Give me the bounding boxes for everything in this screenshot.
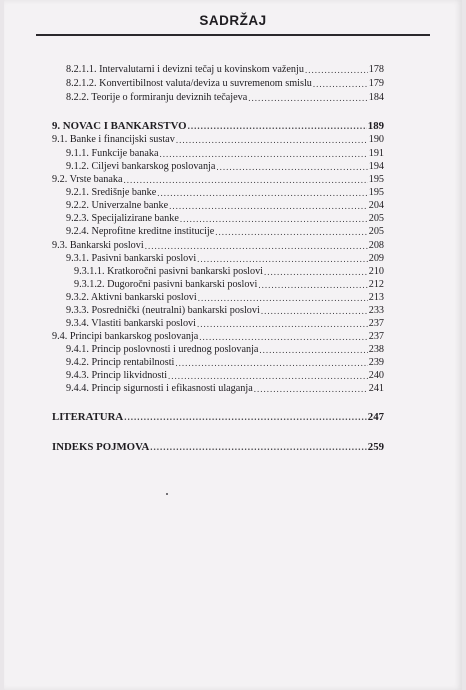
leader-dots xyxy=(215,226,367,238)
toc-entry-label: 9.3. Bankarski poslovi xyxy=(52,240,144,251)
leader-dots xyxy=(216,161,367,173)
toc-entry-page: 237 xyxy=(368,331,384,342)
toc-entry-label: 9.2.4. Neprofitne kreditne institucije xyxy=(66,226,215,237)
toc-entry-page: 237 xyxy=(368,318,384,329)
toc-entry-9-2-1 xyxy=(66,186,384,199)
toc-entry-8-2-1-1 xyxy=(66,63,384,76)
toc-entry-9-4 xyxy=(52,330,384,343)
leader-dots xyxy=(305,64,368,76)
toc-entry-label: 9.3.1.1. Kratkoročni pasivni bankarski poslovi xyxy=(74,266,264,277)
toc-entry-literatura xyxy=(52,410,384,423)
toc-entry-label: 9.4.2. Princip rentabilnosti xyxy=(66,357,175,368)
toc-entry-page: 191 xyxy=(368,148,384,159)
toc-entry-9-1 xyxy=(52,133,384,146)
toc-entry-label: 9.2. Vrste banaka xyxy=(52,174,123,185)
leader-dots xyxy=(261,305,368,317)
header-rule xyxy=(36,34,430,36)
leader-dots xyxy=(259,344,367,356)
toc-entry-page: 209 xyxy=(368,253,384,264)
toc-entry-label: 9.1.1. Funkcije banaka xyxy=(66,148,159,159)
toc-entry-9-3-3 xyxy=(66,304,384,317)
toc-entry-9-2 xyxy=(52,173,384,186)
toc-entry-page: 204 xyxy=(368,200,384,211)
toc-entry-page: 205 xyxy=(368,213,384,224)
toc-entry-9-3-1-1 xyxy=(74,265,384,278)
toc-entry-8-2-2 xyxy=(66,91,384,104)
leader-dots xyxy=(180,213,368,225)
toc-entry-label: 9.2.3. Specijalizirane banke xyxy=(66,213,179,224)
toc-entry-label: 9.4.1. Princip poslovnosti i urednog poslovanja xyxy=(66,344,259,355)
toc-entry-page: 195 xyxy=(368,187,384,198)
toc-entry-page: 208 xyxy=(368,240,384,251)
toc-entry-9 xyxy=(52,119,384,132)
toc-entry-label: 9.3.3. Posrednički (neutralni) bankarski poslovi xyxy=(66,305,260,316)
toc-entry-page: 210 xyxy=(368,266,384,277)
toc-entry-9-3-4 xyxy=(66,317,384,330)
toc-entry-label: 9.2.2. Univerzalne banke xyxy=(66,200,169,211)
leader-dots xyxy=(313,78,368,90)
toc-entry-page: 247 xyxy=(367,411,384,423)
leader-dots xyxy=(124,411,367,423)
leader-dots xyxy=(198,292,368,304)
toc-entry-page: 195 xyxy=(368,174,384,185)
toc-entry-page: 233 xyxy=(368,305,384,316)
leader-dots xyxy=(175,357,367,369)
paper-speck xyxy=(166,493,168,495)
leader-dots xyxy=(264,266,368,278)
page-title: SADRŽAJ xyxy=(199,13,267,28)
toc-entry-label: 8.2.1.2. Konvertibilnost valuta/deviza u suvremenom smislu xyxy=(66,78,312,89)
toc-entry-9-4-4 xyxy=(66,382,384,395)
toc-entry-page: 259 xyxy=(367,441,384,453)
toc-entry-9-2-2 xyxy=(66,199,384,212)
toc-entry-page: 189 xyxy=(367,120,384,132)
toc-entry-label: 9.3.4. Vlastiti bankarski poslovi xyxy=(66,318,196,329)
toc-entry-page: 205 xyxy=(368,226,384,237)
leader-dots xyxy=(248,92,367,104)
toc-entry-label: 9.4.3. Princip likvidnosti xyxy=(66,370,168,381)
leader-dots xyxy=(169,200,368,212)
toc-entry-9-4-3 xyxy=(66,369,384,382)
toc-entry-label: 9.3.1.2. Dugoročni pasivni bankarski poslovi xyxy=(74,279,258,290)
leader-dots xyxy=(176,134,368,146)
leader-dots xyxy=(124,174,368,186)
leader-dots xyxy=(258,279,367,291)
leader-dots xyxy=(150,441,367,453)
book-page xyxy=(4,0,462,690)
toc-entry-9-3-1-2 xyxy=(74,278,384,291)
toc-entry-page: 239 xyxy=(368,357,384,368)
toc-entry-label: 9. NOVAC I BANKARSTVO xyxy=(52,120,187,132)
toc-entry-9-4-2 xyxy=(66,356,384,369)
toc-entry-9-2-4 xyxy=(66,225,384,238)
toc-entry-9-1-2 xyxy=(66,160,384,173)
leader-dots xyxy=(199,331,367,343)
toc-entry-9-4-1 xyxy=(66,343,384,356)
toc-entry-page: 184 xyxy=(368,92,384,103)
toc-entry-indeks-pojmova xyxy=(52,440,384,453)
leader-dots xyxy=(254,383,368,395)
toc-entry-page: 194 xyxy=(368,161,384,172)
toc-entry-label: 9.3.2. Aktivni bankarski poslovi xyxy=(66,292,197,303)
toc-entry-9-3-2 xyxy=(66,291,384,304)
leader-dots xyxy=(157,187,367,199)
toc-entry-page: 241 xyxy=(368,383,384,394)
toc-entry-page: 238 xyxy=(368,344,384,355)
leader-dots xyxy=(197,253,368,265)
toc-entry-page: 179 xyxy=(368,78,384,89)
toc-entry-page: 178 xyxy=(368,64,384,75)
toc-entry-page: 190 xyxy=(368,134,384,145)
leader-dots xyxy=(160,148,368,160)
toc-entry-9-3-1 xyxy=(66,252,384,265)
toc-entry-page: 212 xyxy=(368,279,384,290)
toc-entry-label: 8.2.2. Teorije o formiranju deviznih tečajeva xyxy=(66,92,248,103)
toc-entry-label: INDEKS POJMOVA xyxy=(52,441,150,453)
leader-dots xyxy=(168,370,368,382)
toc-entry-9-1-1 xyxy=(66,147,384,160)
toc-entry-label: 9.4.4. Princip sigurnosti i efikasnosti ulaganja xyxy=(66,383,253,394)
toc-entry-label: 8.2.1.1. Intervalutarni i devizni tečaj u kovinskom važenju xyxy=(66,64,304,75)
toc-entry-label: 9.1. Banke i financijski sustav xyxy=(52,134,175,145)
toc-entry-label: 9.4. Principi bankarskog poslovanja xyxy=(52,331,199,342)
toc-entry-label: 9.2.1. Središnje banke xyxy=(66,187,157,198)
leader-dots xyxy=(145,240,368,252)
toc-entry-label: 9.3.1. Pasivni bankarski poslovi xyxy=(66,253,197,264)
toc-entry-label: LITERATURA xyxy=(52,411,124,423)
toc-entry-9-3 xyxy=(52,239,384,252)
toc-entry-label: 9.1.2. Ciljevi bankarskog poslovanja xyxy=(66,161,216,172)
toc-entry-page: 213 xyxy=(368,292,384,303)
toc-entry-page: 240 xyxy=(368,370,384,381)
leader-dots xyxy=(188,120,367,132)
toc-entry-9-2-3 xyxy=(66,212,384,225)
leader-dots xyxy=(197,318,368,330)
toc-entry-8-2-1-2 xyxy=(66,77,384,90)
